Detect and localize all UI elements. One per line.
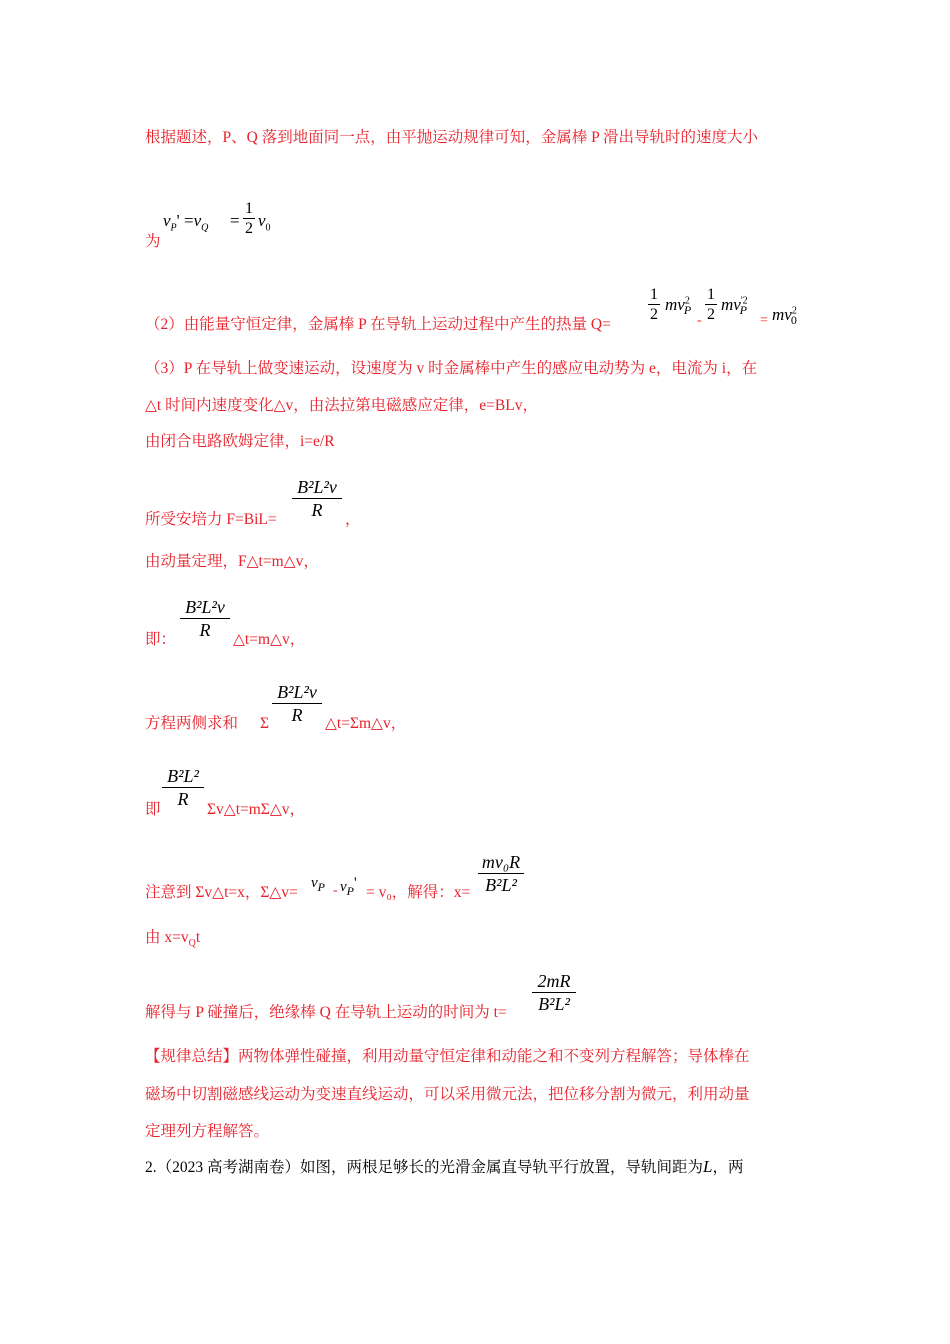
paragraph-7-tail: ， bbox=[345, 511, 361, 528]
fraction-half-2: 1 2 bbox=[707, 286, 715, 323]
fraction-t: 2mR B²L² bbox=[532, 970, 576, 1015]
term-mvp-prime2: $mv^{'2}_P$ bbox=[721, 295, 748, 318]
summary-tag: 【规律总结】 bbox=[145, 1048, 239, 1065]
fraction-b2l2-r: B²L² R bbox=[162, 765, 204, 810]
summary-line-3: 定理列方程解答。 bbox=[145, 1123, 270, 1140]
summary-line-2: 磁场中切割磁感线运动为变速直线运动，可以采用微元法，把位移分割为微元，利用动量 bbox=[145, 1086, 750, 1103]
sigma-symbol: Σ bbox=[260, 715, 270, 732]
paragraph-13: 由 $x=v_Qt$ bbox=[145, 929, 201, 950]
fraction-x: mv₀R B²L² bbox=[478, 851, 524, 896]
fraction-half-1: 1 2 bbox=[650, 286, 658, 323]
paragraph-10: 方程两侧求和 bbox=[145, 715, 239, 732]
minus-sign: - bbox=[697, 313, 702, 328]
paragraph-10-tail: △t=Σm△v， bbox=[325, 715, 407, 732]
question-2: 2.（2023 高考湖南卷）如图，两根足够长的光滑金属直导轨平行放置，导轨间距为L，两 bbox=[145, 1157, 744, 1176]
equation-vp: $v_P' =v_Q$ bbox=[163, 211, 209, 234]
fraction-half: 1 2 bbox=[245, 200, 253, 237]
term-mv02: $mv^2_0$ bbox=[772, 305, 797, 328]
summary-line-1: 【规律总结】两物体弹性碰撞，利用动量守恒定律和动能之和不变列方程解答；导体棒在 bbox=[145, 1048, 750, 1065]
paragraph-2-prefix: 为 bbox=[145, 233, 161, 250]
minus-sign-2: - bbox=[333, 883, 338, 898]
equation-eq: = bbox=[230, 211, 240, 230]
term-mvp2: $mv^2_P$ bbox=[665, 295, 692, 318]
fraction-ampere-force: B²L²v R bbox=[292, 476, 342, 521]
paragraph-14: 解得与 P 碰撞后，绝缘棒 Q 在导轨上运动的时间为 t= bbox=[145, 1004, 507, 1021]
paragraph-12: 注意到 Σv△t=x，Σ△v= bbox=[145, 884, 298, 901]
term-vp-prime: $v_P'$ bbox=[340, 875, 357, 898]
paragraph-3: （2）由能量守恒定律，金属棒 P 在导轨上运动过程中产生的热量 Q= bbox=[145, 316, 611, 333]
fraction-momentum: B²L²v R bbox=[180, 596, 230, 641]
paragraph-5: △t 时间内速度变化△v，由法拉第电磁感应定律，e=BLv， bbox=[145, 397, 538, 414]
paragraph-6: 由闭合电路欧姆定律，i=e/R bbox=[145, 433, 335, 450]
paragraph-9: 即： bbox=[145, 631, 177, 648]
equals-sign: = bbox=[760, 313, 768, 328]
fraction-sum: B²L²v R bbox=[272, 681, 322, 726]
paragraph-11-tail: Σv△t=mΣ△v， bbox=[207, 801, 305, 818]
paragraph-11: 即 bbox=[145, 801, 161, 818]
paragraph-12-eq: = v₀，解得：x= bbox=[366, 884, 471, 901]
paragraph-8: 由动量定理，F△t=m△v， bbox=[145, 553, 319, 570]
equation-v0: $v_0$ bbox=[258, 211, 271, 234]
paragraph-7: 所受安培力 F=BiL= bbox=[145, 511, 277, 528]
paragraph-1: 根据题述，P、Q 落到地面同一点，由平抛运动规律可知，金属棒 P 滑出导轨时的速度大小 bbox=[145, 129, 758, 146]
paragraph-4: （3）P 在导轨上做变速运动，设速度为 v 时金属棒中产生的感应电动势为 e，电流为 i，在 bbox=[145, 360, 758, 377]
paragraph-9-tail: △t=m△v， bbox=[233, 631, 306, 648]
term-vp: $v_P$ bbox=[311, 875, 326, 894]
